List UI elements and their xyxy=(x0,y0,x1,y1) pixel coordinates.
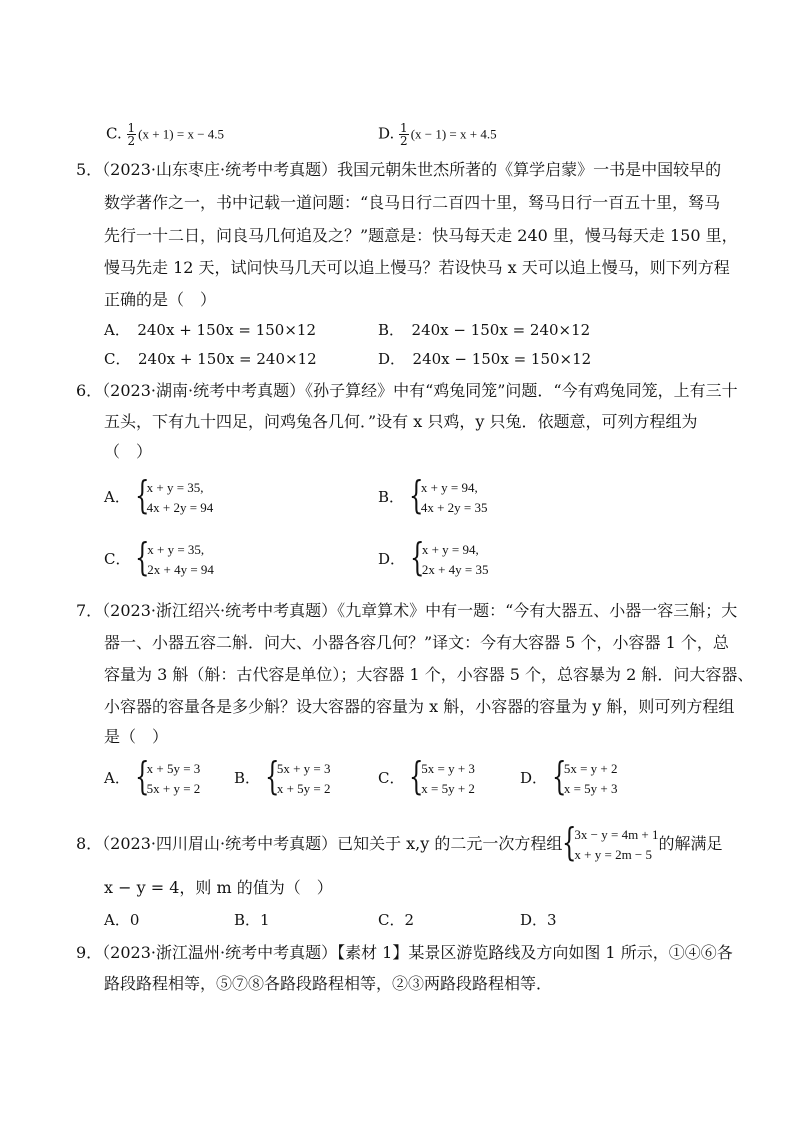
equation: x + y = 2m − 5 xyxy=(574,846,653,862)
q7-option-d[interactable] xyxy=(520,754,618,799)
q7-stem-line: 是（ ） xyxy=(104,727,169,746)
q7-option-c[interactable] xyxy=(378,754,475,799)
equation: 2x + 4y = 35 xyxy=(421,562,489,577)
brace-icon: { xyxy=(409,754,424,798)
q8-stem-text: 8．（2023·四川眉山·统考中考真题）已知关于 x,y 的二元一次方程组 xyxy=(76,834,563,853)
q6-option-a[interactable] xyxy=(104,473,214,518)
q8-option-b[interactable]: B．1 xyxy=(234,911,270,929)
option-label: B． xyxy=(234,769,261,787)
q5-stem-line: 正确的是（ ） xyxy=(104,290,217,309)
equation: x + y = 94, xyxy=(420,480,478,495)
equation-system xyxy=(562,819,659,865)
q8-stem-line xyxy=(76,819,723,865)
equation: x + y = 94, xyxy=(421,542,479,557)
option-label: C． xyxy=(378,769,405,787)
q8-option-d[interactable]: D．3 xyxy=(520,911,557,929)
q5-stem-line: 慢马先走 12 天，试问快马几天可以追上慢马？若设快马 x 天可以追上慢马，则下列方程 xyxy=(104,258,730,277)
q5-option-b[interactable]: B． 240x − 150x = 240×12 xyxy=(378,321,591,339)
option-label: D. xyxy=(378,124,395,143)
numerator: 1 xyxy=(400,121,408,135)
equation-system xyxy=(134,473,214,518)
equation-system xyxy=(409,535,489,580)
q6-option-b[interactable] xyxy=(378,473,488,518)
q7-stem-line: 容量为 3 斛（斛：古代容是单位）；大容器 1 个，小容器 5 个，总容暴为 2 斛．问大容器、 xyxy=(104,665,754,684)
equation-system xyxy=(134,754,201,799)
q9-stem-line: 路段路程相等，⑤⑦⑧各路段路程相等，②③两路段路程相等． xyxy=(104,974,553,993)
equation: 5x + y = 3 xyxy=(276,761,331,776)
equation-system xyxy=(409,754,475,799)
q6-option-c[interactable] xyxy=(104,535,214,580)
equation: x + 5y = 2 xyxy=(276,781,331,796)
option-label: C. xyxy=(106,124,122,143)
equation: x + y = 35, xyxy=(146,480,204,495)
q6-stem-line: （ ） xyxy=(104,442,153,461)
q5-option-d[interactable]: D． 240x − 150x = 150×12 xyxy=(378,350,592,368)
equation: 4x + 2y = 94 xyxy=(146,500,214,515)
q8-option-c[interactable]: C．2 xyxy=(378,911,415,929)
equation: x = 5y + 2 xyxy=(421,781,475,796)
equation-system xyxy=(408,473,488,518)
q7-option-b[interactable] xyxy=(234,754,331,799)
equation: 5x = y + 2 xyxy=(563,761,618,776)
brace-icon: { xyxy=(551,754,567,798)
denominator: 2 xyxy=(127,134,136,148)
equation: 3x − y = 4m + 1 xyxy=(574,826,659,842)
option-label: A． xyxy=(104,488,130,506)
q5-stem-line: 数学著作之一，书中记载一道问题：“良马日行二百四十里，驽马日行一百五十里，驽马 xyxy=(104,193,721,212)
denominator: 2 xyxy=(400,134,408,148)
q8-option-a[interactable]: A．0 xyxy=(104,911,140,929)
q6-option-d[interactable] xyxy=(378,535,489,580)
equation-system xyxy=(551,754,618,799)
equation: (x + 1) = x − 4.5 xyxy=(138,126,225,142)
q6-stem-line: 五头，下有九十四足，问鸡兔各几何．”设有 x 只鸡，y 只兔．依题意，可列方程组为 xyxy=(104,412,698,431)
q5-stem-line: 先行一十二日，问良马几何追及之？”题意是：快马每天走 240 里，慢马每天走 150 里， xyxy=(104,226,738,245)
q7-option-a[interactable] xyxy=(104,754,201,799)
equation: 4x + 2y = 35 xyxy=(420,500,488,515)
brace-icon: { xyxy=(134,473,150,517)
equation: 5x = y + 3 xyxy=(421,761,475,776)
q5-option-c[interactable]: C． 240x + 150x = 240×12 xyxy=(104,350,317,368)
q7-stem-line: 小容器的容量各是多少斛？设大容器的容量为 x 斛，小容器的容量为 y 斛，则可列方程组 xyxy=(104,697,735,716)
q8-stem-text: 的解满足 xyxy=(658,834,723,853)
q9-stem-line: 9．（2023·浙江温州·统考中考真题）【素材 1】某景区游览路线及方向如图 1 所示，①④⑥各 xyxy=(76,943,733,962)
equation: (x − 1) = x + 4.5 xyxy=(410,126,497,142)
brace-icon: { xyxy=(409,535,425,579)
option-label: C． xyxy=(104,550,131,568)
option-label: D． xyxy=(520,769,548,787)
numerator: 1 xyxy=(127,121,136,135)
option-label: A． xyxy=(104,769,130,787)
q5-stem-line: 5．（2023·山东枣庄·统考中考真题）我国元朝朱世杰所著的《算学启蒙》一书是中国较早的 xyxy=(76,160,722,179)
equation: x + 5y = 3 xyxy=(146,761,201,776)
equation: 2x + 4y = 94 xyxy=(147,562,214,577)
brace-icon: { xyxy=(135,535,150,579)
q4-option-c[interactable] xyxy=(106,122,224,147)
equation: x = 5y + 3 xyxy=(563,781,618,796)
fraction xyxy=(127,122,137,147)
brace-icon: { xyxy=(134,754,150,798)
brace-icon: { xyxy=(264,754,280,798)
brace-icon: { xyxy=(408,473,424,517)
q7-stem-line: 7．（2023·浙江绍兴·统考中考真题）《九章算术》中有一题：“今有大器五、小器一容三斛；大 xyxy=(76,601,738,620)
q6-stem-line: 6．（2023·湖南·统考中考真题）《孙子算经》中有“鸡兔同笼”问题．“今有鸡兔同笼，上有三十 xyxy=(76,381,738,400)
equation-system xyxy=(264,754,331,799)
brace-icon: { xyxy=(562,819,577,864)
q4-option-d[interactable] xyxy=(378,122,497,147)
equation: 5x + y = 2 xyxy=(146,781,201,796)
q5-option-a[interactable]: A． 240x + 150x = 150×12 xyxy=(104,321,317,339)
equation: x + y = 35, xyxy=(147,542,205,557)
q7-stem-line: 器一、小器五容二斛．问大、小器各容几何？”译文：今有大容器 5 个，小容器 1 个，总 xyxy=(104,633,729,652)
q8-stem-line: x − y = 4，则 m 的值为（ ） xyxy=(104,878,333,897)
equation-system xyxy=(135,535,214,580)
fraction xyxy=(399,122,409,147)
option-label: B． xyxy=(378,488,405,506)
option-label: D． xyxy=(378,550,406,568)
